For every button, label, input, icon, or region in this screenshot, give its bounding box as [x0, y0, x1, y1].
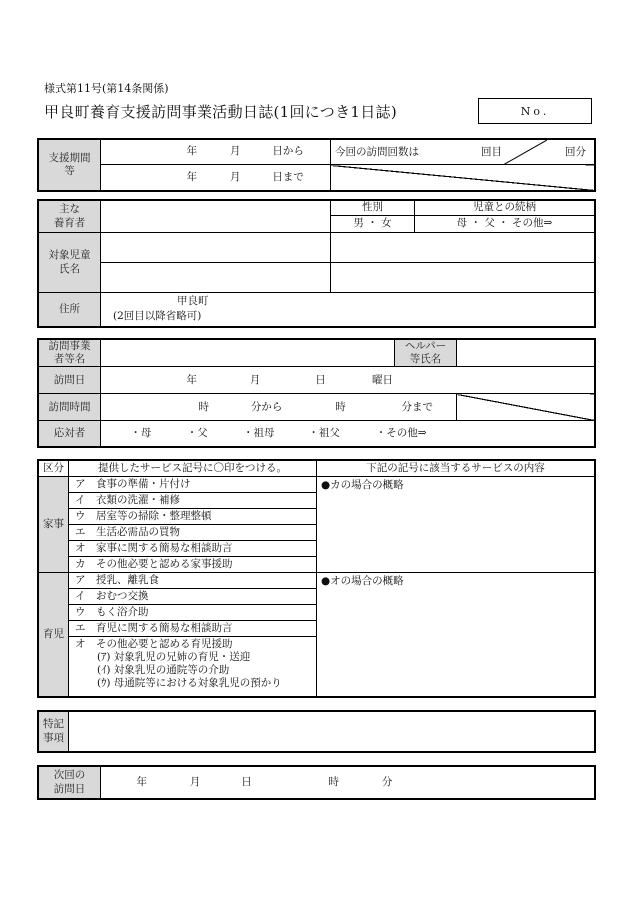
housework-item-a[interactable]: ア 食事の準備・片付け: [69, 477, 317, 493]
helper-label: ヘルパー 等氏名: [395, 340, 457, 367]
childcare-sub-a[interactable]: (ｱ) 対象乳児の兄姉の育児・送迎: [97, 651, 251, 664]
child-name-field-1[interactable]: [101, 233, 331, 263]
address-note: (2回目以降省略可): [113, 310, 202, 322]
childcare-item-e[interactable]: エ 育児に関する簡易な相談助言: [69, 621, 317, 637]
housework-label: 家事: [39, 477, 69, 573]
period-to-day: 日まで: [272, 170, 304, 183]
visit-count-blank: [331, 165, 595, 191]
remarks-table: [38, 711, 595, 752]
period-from-year: 年: [186, 145, 198, 158]
childcare-item-i[interactable]: イ おむつ交換: [69, 589, 317, 605]
next-visit-field[interactable]: [101, 767, 595, 799]
period-from-day: 日から: [272, 145, 304, 158]
remarks-field[interactable]: [69, 712, 595, 752]
guardian-table: [38, 200, 595, 327]
visit-date-field[interactable]: [101, 367, 595, 394]
child-extra-field-1[interactable]: [331, 233, 595, 263]
form-number: 様式第11号(第14条関係): [44, 82, 169, 95]
child-name-label: 対象児童 氏名: [39, 233, 101, 293]
main-guardian-field[interactable]: [101, 201, 331, 233]
respondent-options[interactable]: [101, 421, 595, 447]
child-extra-field-2[interactable]: [331, 263, 595, 293]
next-visit-day: 日: [241, 775, 252, 788]
visit-info-table: [38, 339, 595, 447]
childcare-item-o-label: オ その他必要と認める育児援助: [75, 638, 233, 650]
visit-count-label: 今回の訪問回数は: [335, 146, 419, 158]
respondent-mother[interactable]: ・母: [130, 427, 152, 440]
visit-date-weekday: 曜日: [372, 373, 394, 386]
period-to-field[interactable]: [101, 165, 331, 191]
helper-field[interactable]: [457, 340, 595, 367]
next-visit-year: 年: [136, 775, 147, 788]
number-label: No.: [520, 104, 550, 118]
housework-item-e[interactable]: エ 生活必需品の買物: [69, 525, 317, 541]
visit-count-unit: 回目: [481, 146, 502, 158]
childcare-label: 育児: [39, 573, 69, 697]
housework-item-u[interactable]: ウ 居室等の掃除・整理整頓: [69, 509, 317, 525]
visit-time-start-min: 分から: [250, 400, 283, 413]
respondent-other[interactable]: ・その他⇒: [375, 427, 427, 440]
period-to-year: 年: [186, 170, 198, 183]
childcare-item-o[interactable]: [69, 637, 317, 697]
housework-item-i[interactable]: イ 衣類の洗濯・補修: [69, 493, 317, 509]
services-table: [38, 460, 595, 697]
next-visit-table: [38, 766, 595, 799]
main-guardian-label: 主な 養育者: [39, 201, 101, 233]
child-name-field-2[interactable]: [101, 263, 331, 293]
page-title: 甲良町養育支援訪問事業活動日誌(1回につき1日誌): [44, 103, 397, 121]
visit-time-field[interactable]: [101, 394, 457, 421]
childcare-note: ●オの場合の概略: [321, 575, 404, 587]
address-field[interactable]: [101, 293, 595, 327]
remarks-label: 特記 事項: [39, 712, 69, 752]
address-label: 住所: [39, 293, 101, 327]
next-visit-minute: 分: [381, 775, 393, 788]
relation-label: 児童との続柄: [415, 201, 595, 216]
respondent-label: 応対者: [39, 421, 101, 447]
respondent-grandfather[interactable]: ・祖父: [308, 427, 340, 440]
period-from-month: 月: [230, 145, 241, 158]
respondent-grandmother[interactable]: ・祖母: [243, 427, 275, 440]
visit-time-blank: [457, 394, 595, 421]
respondent-father[interactable]: ・父: [186, 427, 208, 440]
childcare-item-a[interactable]: ア 授乳、離乳食: [69, 573, 317, 589]
relation-options[interactable]: 母 ・ 父 ・ その他⇒: [415, 216, 595, 233]
housework-item-o[interactable]: オ 家事に関する簡易な相談助言: [69, 541, 317, 557]
visit-total-unit: 回分: [565, 146, 586, 158]
provider-field[interactable]: [101, 340, 395, 367]
housework-item-ka[interactable]: カ その他必要と認める家事援助: [69, 557, 317, 573]
support-period-label: 支援期間 等: [39, 140, 101, 191]
gender-label: 性別: [331, 201, 415, 216]
gender-options[interactable]: 男 ・ 女: [331, 216, 415, 233]
childcare-sub-i[interactable]: (ｲ) 対象乳児の通院等の介助: [97, 664, 230, 677]
childcare-item-u[interactable]: ウ もく浴介助: [69, 605, 317, 621]
period-to-month: 月: [230, 170, 241, 183]
visit-date-day: 日: [315, 373, 326, 386]
category-header: 区分: [39, 461, 69, 477]
provider-label: 訪問事業 者等名: [39, 340, 101, 367]
visit-count-field[interactable]: [331, 140, 595, 165]
visit-count-slash: [503, 140, 547, 165]
next-visit-month: 月: [189, 775, 201, 788]
period-from-field[interactable]: [101, 140, 331, 165]
support-period-table: [38, 139, 595, 191]
next-visit-label: 次回の 訪問日: [39, 767, 101, 799]
visit-date-label: 訪問日: [39, 367, 101, 394]
visit-time-end-hour: 時: [335, 400, 346, 413]
childcare-note-field[interactable]: [317, 573, 595, 697]
housework-note: ●カの場合の概略: [321, 479, 404, 491]
visit-time-label: 訪問時間: [39, 394, 101, 421]
address-town: 甲良町: [177, 295, 209, 307]
next-visit-hour: 時: [328, 775, 340, 788]
visit-date-month: 月: [249, 373, 261, 386]
visit-time-end-min: 分まで: [401, 400, 434, 413]
number-field[interactable]: [478, 98, 592, 124]
housework-note-field[interactable]: [317, 477, 595, 573]
service-provided-header: 提供したサービス記号に〇印をつける。: [69, 461, 317, 477]
childcare-sub-u[interactable]: (ｳ) 母通院等における対象乳児の預かり: [97, 677, 282, 690]
service-detail-header: 下記の記号に該当するサービスの内容: [317, 461, 595, 477]
visit-date-year: 年: [186, 373, 197, 386]
visit-time-start-hour: 時: [198, 400, 209, 413]
